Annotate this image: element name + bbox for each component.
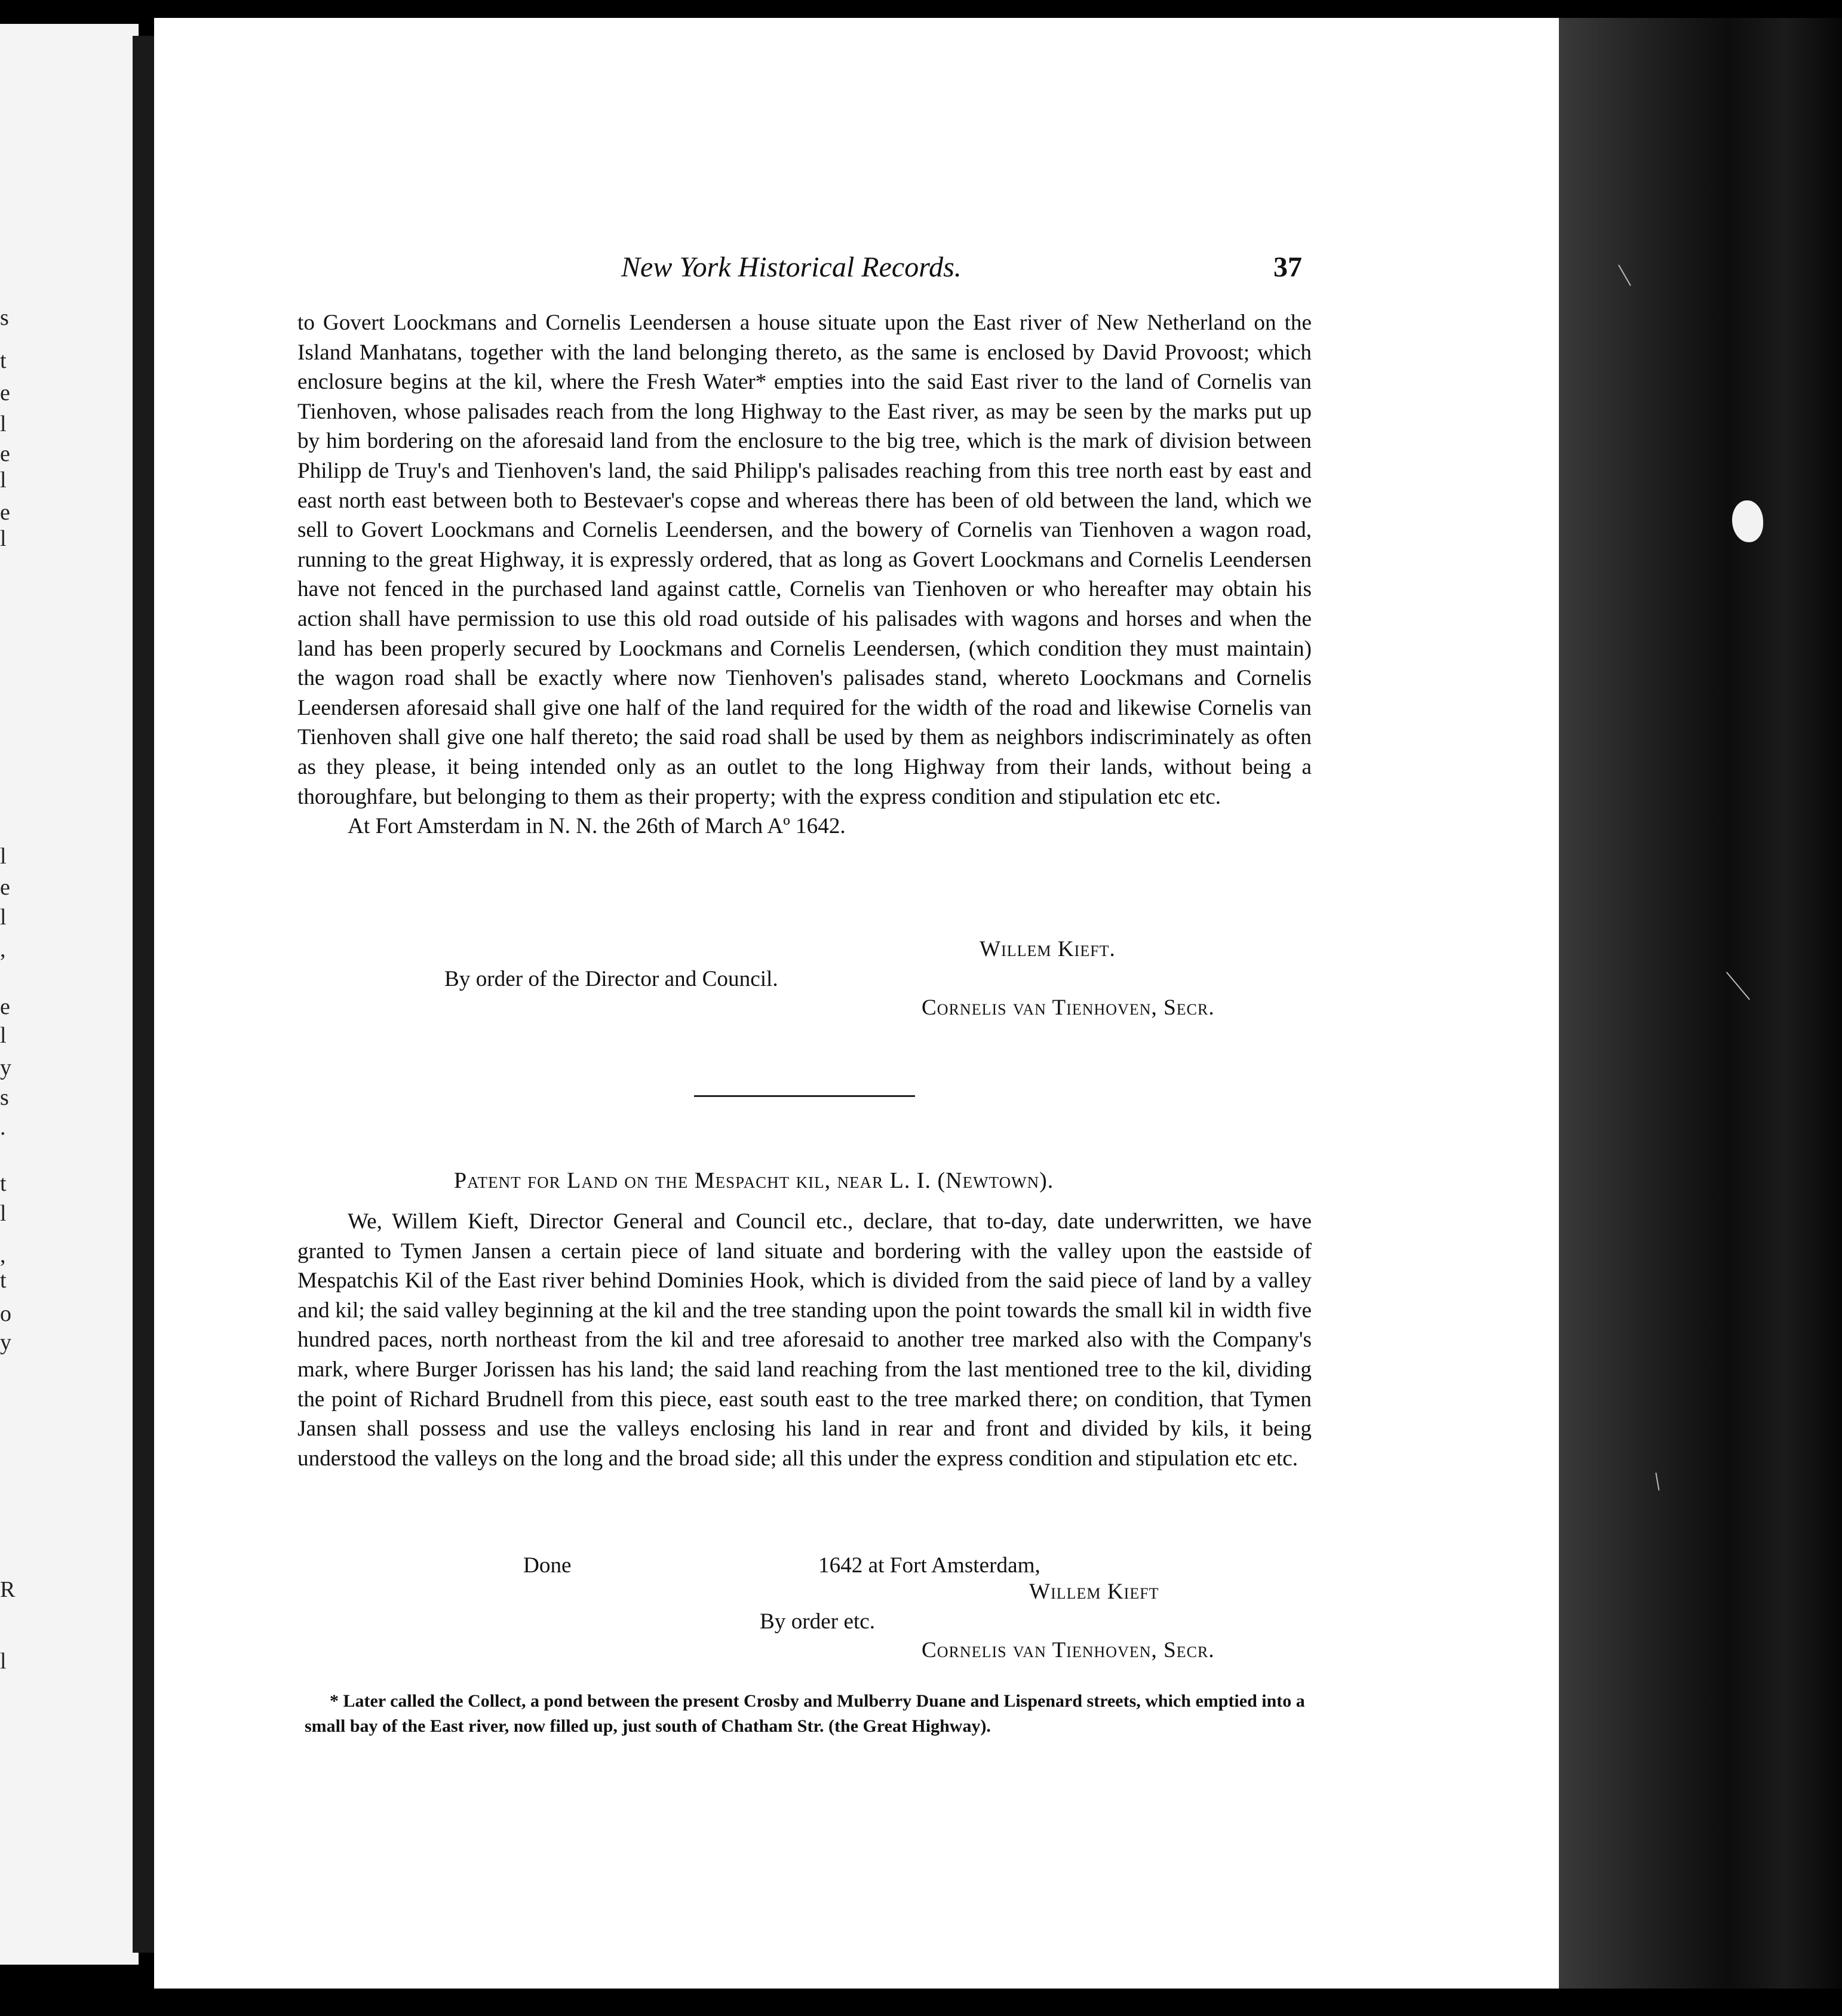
running-head: New York Historical Records. xyxy=(621,251,962,283)
signature-director: Willem Kieft. xyxy=(980,937,1116,961)
margin-letter: R xyxy=(0,1577,16,1602)
margin-letter: e xyxy=(0,500,10,525)
deed-paragraph: to Govert Loockmans and Cornelis Leendersen a house situate upon the East river of New Netherland on the Island Manhatans, together with the land belonging thereto, as the same is enclosed by David Provoost; which enclosure begins at the kil, where the Fresh Water* empties into the said East river to the land of Cornelis van Tienhoven, whose palisades reach from the long Highway to the East river, as may be seen by the marks put up by him bordering on the aforesaid land from the enclosure to the big tree, which is the mark of division between Philipp de Truy's and Tienhoven's land, the said Philipp's palisades reaching from this tree north east by east and east north east between both to Bestevaer's copse and whereas there has been of old between the land, which we sell to Govert Loockmans and Cornelis Leendersen, and the bowery of Cornelis van Tienhoven a wagon road, running to the great Highway, it is expressly ordered, that as long as Govert Loockmans and Cornelis Leendersen have not fenced in the purchased land against cattle, Cornelis van Tienhoven or who hereafter may obtain his action shall have permission to use this old road outside of his palisades with wagons and horses and when the land has been properly secured by Loockmans and Cornelis Leendersen, (which condition they must maintain) the wagon road shall be exactly where now Tienhoven's palisades stand, whereto Loockmans and Cornelis Leendersen aforesaid shall give one half of the land required for the width of the road and likewise Cornelis van Tienhoven shall give one half thereto; the said road shall be used by them as neighbors indiscriminately as often as they please, it being intended only as an outlet to the long Highway from their lands, without being a thoroughfare, but belonging to them as their property; with the express condition and stipulation etc etc. xyxy=(297,311,1312,809)
margin-letter: l xyxy=(0,468,7,493)
margin-letter: e xyxy=(0,994,10,1019)
margin-letter: t xyxy=(0,1268,7,1293)
paper-tear-blemish xyxy=(1732,500,1763,542)
margin-letter: , xyxy=(0,1243,6,1268)
margin-letter: t xyxy=(0,348,7,373)
margin-letter: , xyxy=(0,937,6,962)
page-number: 37 xyxy=(1273,251,1302,283)
section-title: Patent for Land on the Mespacht kil, near L. I. (Newtown). xyxy=(454,1168,1054,1193)
margin-letter: e xyxy=(0,875,10,900)
margin-letter: l xyxy=(0,411,7,437)
patent-text-block xyxy=(297,1207,1312,1473)
page-stack-edge xyxy=(1559,18,1842,1989)
margin-letter: y xyxy=(0,1055,11,1080)
page-header xyxy=(621,251,1302,299)
margin-letter: l xyxy=(0,905,7,930)
margin-letter: l xyxy=(0,1201,7,1226)
margin-letter: s xyxy=(0,305,9,330)
by-order-line-2: By order etc. xyxy=(760,1609,876,1634)
book-gutter xyxy=(133,36,154,1953)
margin-letter: e xyxy=(0,380,10,405)
margin-letter: e xyxy=(0,441,10,466)
done-date: 1642 at Fort Amsterdam, xyxy=(818,1553,1040,1578)
signature-secretary-2: Cornelis van Tienhoven, Secr. xyxy=(922,1638,1215,1662)
margin-letter: l xyxy=(0,526,7,551)
margin-letter: y xyxy=(0,1330,11,1355)
dated-line: At Fort Amsterdam in N. N. the 26th of March Aº 1642. xyxy=(348,814,846,839)
margin-letter: t xyxy=(0,1171,7,1196)
patent-paragraph: We, Willem Kieft, Director General and Council etc., declare, that to-day, date underwritten, we have granted to Tymen Jansen a certain piece of land situate and bordering with the valley upon the eastside of Mespatchis Kil of the East river behind Dominies Hook, which is divided from the said piece of land by a valley and kil; the said valley beginning at the kil and the tree standing upon the point towards the small kil in width five hundred paces, north northeast from the kil and tree aforesaid to another tree marked also with the Company's mark, where Burger Jorissen has his land; the said land reaching from the last mentioned tree to the kil, dividing the point of Richard Brudnell from this piece, east south east to the tree marked there; on condition, that Tymen Jansen shall possess and use the valleys enclosing his land in rear and front and divided by kils, it being understood the valleys on the long and the broad side; all this under the express condition and stipulation etc etc. xyxy=(297,1209,1312,1471)
section-divider xyxy=(694,1095,915,1097)
deed-text-block xyxy=(297,308,1312,841)
adjacent-page-edge xyxy=(0,24,139,1965)
by-order-line: By order of the Director and Council. xyxy=(444,967,778,991)
footnote: * Later called the Collect, a pond between the present Crosby and Mulberry Duane and Lispenard streets, which emptied into a small bay of the East river, now filled up, just south of Chatham Str. (the Great Highway). xyxy=(305,1691,1305,1736)
signature-secretary: Cornelis van Tienhoven, Secr. xyxy=(922,995,1215,1020)
margin-letter: s xyxy=(0,1085,9,1110)
margin-letter: l xyxy=(0,844,7,869)
margin-letter: l xyxy=(0,1649,7,1674)
margin-letter: l xyxy=(0,1023,7,1048)
margin-letter: . xyxy=(0,1115,6,1140)
done-label: Done xyxy=(523,1553,572,1578)
signature-director-2: Willem Kieft xyxy=(1029,1579,1159,1604)
margin-letter: o xyxy=(0,1301,11,1326)
